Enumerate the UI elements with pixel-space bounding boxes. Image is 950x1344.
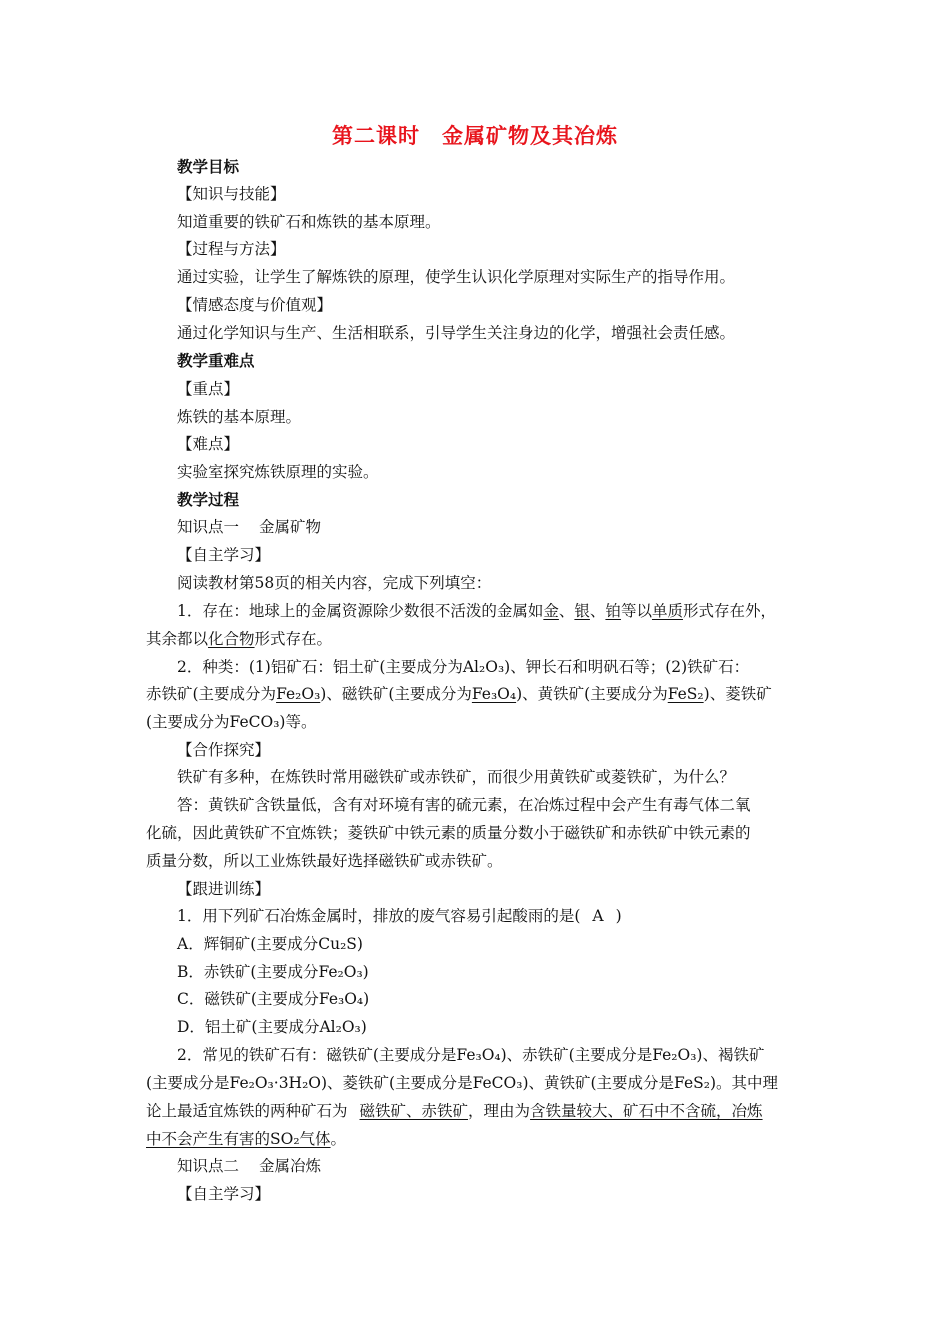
t1-option-d: D．铝土矿(主要成分Al₂O₃): [177, 1018, 367, 1036]
q2-line-1: 2．种类：(1)铝矿石：铝土矿(主要成分为Al₂O₃)、钾长石和明矾石等；(2)铁矿石：: [177, 658, 750, 676]
t1-answer: A: [592, 907, 604, 925]
kp1-number: 知识点一: [177, 518, 240, 536]
t1-stem: [177, 903, 622, 929]
process-heading: 教学过程: [177, 491, 240, 509]
t2-line-1: 2．常见的铁矿石有：磁铁矿(主要成分是Fe₃O₄)、赤铁矿(主要成分是Fe₂O₃)、褐铁矿: [177, 1046, 765, 1064]
kp1-title: 金属矿物: [259, 518, 322, 536]
knowledge-point-2: [177, 1153, 321, 1179]
t2-line-4: [146, 1126, 346, 1152]
q1-text-c: 形式存在外，: [682, 602, 776, 620]
q1-answer-platinum: 铂: [605, 602, 621, 620]
t1-option-a: A．辉铜矿(主要成分Cu₂S): [177, 935, 363, 953]
cooperation-label: 【合作探究】: [177, 741, 271, 759]
q1-answer-silver: 银: [574, 602, 590, 620]
emotion-value-text: 通过化学知识与生产、生活相联系，引导学生关注身边的化学，增强社会责任感。: [177, 324, 736, 342]
q1-line-2: [146, 626, 332, 652]
q1-line-1: [177, 598, 776, 624]
t1-option-b: B．赤铁矿(主要成分Fe₂O₃): [177, 963, 369, 981]
knowledge-skill-label: 【知识与技能】: [177, 185, 286, 203]
emotion-value-label: 【情感态度与价值观】: [177, 296, 333, 314]
knowledge-skill-text: 知道重要的铁矿石和炼铁的基本原理。: [177, 213, 441, 231]
self-study-label-2: 【自主学习】: [177, 1185, 271, 1203]
cooperation-answer-1: 答：黄铁矿含铁量低，含有对环境有害的硫元素，在冶炼过程中会产生有毒气体二氧: [177, 796, 751, 814]
q1-text-a: 1．存在：地球上的金属资源除少数很不活泼的金属如: [177, 602, 544, 620]
cooperation-question: 铁矿有多种，在炼铁时常用磁铁矿或赤铁矿，而很少用黄铁矿或菱铁矿，为什么？: [177, 768, 736, 786]
focus-text: 炼铁的基本原理。: [177, 408, 302, 426]
t2-answer-ores: 磁铁矿、赤铁矿: [359, 1102, 469, 1120]
cooperation-answer-3: 质量分数，所以工业炼铁最好选择磁铁矿或赤铁矿。: [146, 852, 503, 870]
process-method-label: 【过程与方法】: [177, 240, 286, 258]
q1-text-b: 等以: [620, 602, 652, 620]
key-points-heading: 教学重难点: [177, 352, 255, 370]
t2-text-a: 论上最适宜炼铁的两种矿石为: [146, 1102, 348, 1120]
q2-line-2: [146, 681, 772, 707]
t1-close: ): [615, 907, 622, 925]
knowledge-point-1: [177, 514, 321, 540]
process-method-text: 通过实验，让学生了解炼铁的原理，使学生认识化学原理对实际生产的指导作用。: [177, 268, 736, 286]
q1-sep-1: 、: [558, 602, 575, 620]
q2-text-c: )、黄铁矿(主要成分为: [516, 685, 668, 703]
page-title: [0, 120, 950, 150]
read-instruction: 阅读教材第58页的相关内容，完成下列填空：: [177, 574, 492, 592]
title-part-1: 第二课时: [332, 124, 420, 148]
t2-line-2: (主要成分是Fe₂O₃·3H₂O)、菱铁矿(主要成分是FeCO₃)、黄铁矿(主要成分是FeS₂)。其中理: [146, 1074, 778, 1092]
kp2-number: 知识点二: [177, 1157, 240, 1175]
difficulty-text: 实验室探究炼铁原理的实验。: [177, 463, 379, 481]
t2-end: 。: [330, 1130, 347, 1148]
cooperation-answer-2: 化硫，因此黄铁矿不宜炼铁；菱铁矿中铁元素的质量分数小于磁铁矿和赤铁矿中铁元素的: [146, 824, 751, 842]
q1-text-e: 形式存在。: [254, 630, 333, 648]
t2-text-b: ，理由为: [468, 1102, 531, 1120]
title-part-2: 金属矿物及其冶炼: [442, 124, 618, 148]
t1-option-c: C．磁铁矿(主要成分Fe₃O₄): [177, 990, 370, 1008]
q2-text-d: )、菱铁矿: [703, 685, 772, 703]
focus-label: 【重点】: [177, 380, 240, 398]
training-label: 【跟进训练】: [177, 880, 271, 898]
objectives-heading: 教学目标: [177, 158, 240, 176]
q2-text-a: 赤铁矿(主要成分为: [146, 685, 277, 703]
q1-answer-compound: 化合物: [208, 630, 255, 648]
q2-answer-hematite: Fe₂O₃: [276, 685, 321, 703]
self-study-label: 【自主学习】: [177, 546, 271, 564]
t2-line-3: [146, 1098, 763, 1124]
q2-answer-pyrite: FeS₂: [667, 685, 704, 703]
t1-stem-text: 1．用下列矿石冶炼金属时，排放的废气容易引起酸雨的是(: [177, 907, 581, 925]
q2-line-3: (主要成分为FeCO₃)等。: [146, 713, 317, 731]
q1-text-d: 其余都以: [146, 630, 209, 648]
q1-sep-2: 、: [589, 602, 606, 620]
q2-text-b: )、磁铁矿(主要成分为: [320, 685, 472, 703]
q2-answer-magnetite: Fe₃O₄: [471, 685, 517, 703]
kp2-title: 金属冶炼: [259, 1157, 322, 1175]
t2-answer-reason-1: 含铁量较大、矿石中不含硫，冶炼: [530, 1102, 763, 1120]
difficulty-label: 【难点】: [177, 435, 240, 453]
t2-answer-reason-2: 中不会产生有害的SO₂气体: [146, 1130, 331, 1148]
q1-answer-gold: 金: [543, 602, 559, 620]
q1-answer-element: 单质: [651, 602, 683, 620]
